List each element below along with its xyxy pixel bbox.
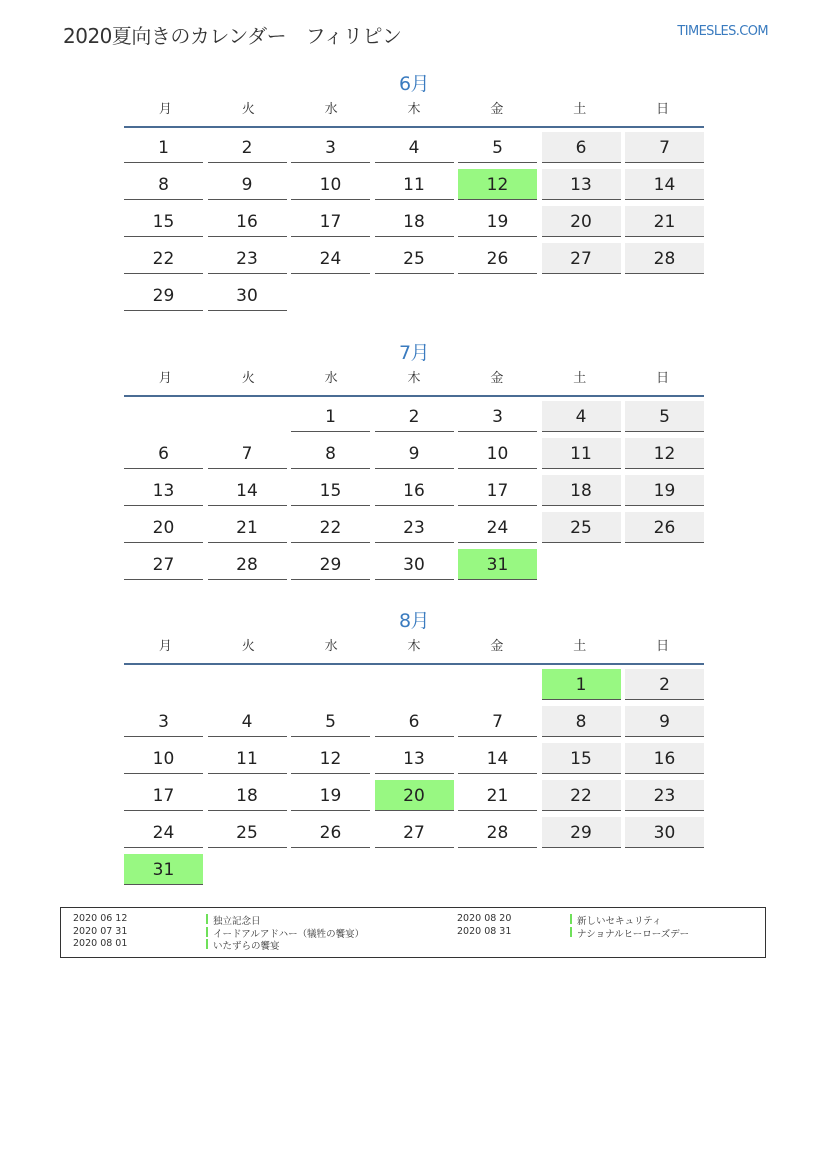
- legend-holiday-name: 新しいセキュリティ: [577, 916, 662, 927]
- day-cell: 1: [291, 401, 370, 432]
- day-cell: 29: [542, 817, 621, 848]
- day-cell: 20: [124, 512, 203, 543]
- day-cell: 12: [291, 743, 370, 774]
- day-cell: 2: [208, 132, 287, 163]
- day-cell: 13: [375, 743, 454, 774]
- day-cell: 30: [375, 549, 454, 580]
- empty-cell: [458, 669, 537, 699]
- empty-cell: [291, 669, 370, 699]
- weekday-label: 水: [324, 639, 338, 654]
- day-cell: 6: [375, 706, 454, 737]
- empty-cell: [124, 401, 203, 431]
- day-cell: 13: [542, 169, 621, 200]
- day-cell: 16: [208, 206, 287, 237]
- weekday-label: 日: [656, 639, 670, 654]
- weekday-label: 土: [573, 102, 587, 117]
- day-cell: 17: [291, 206, 370, 237]
- legend-holiday-name: 独立記念日: [213, 916, 261, 927]
- day-cell: 7: [625, 132, 704, 163]
- day-cell: 23: [375, 512, 454, 543]
- day-cell: 5: [458, 132, 537, 163]
- day-cell: 3: [291, 132, 370, 163]
- day-cell: 17: [458, 475, 537, 506]
- legend-holiday-marker: [206, 914, 208, 924]
- day-cell: 26: [458, 243, 537, 274]
- day-cell: 7: [208, 438, 287, 469]
- legend-holiday-name: イードアルアドハー（犠牲の饗宴）: [213, 928, 365, 940]
- day-cell: 11: [375, 169, 454, 200]
- weekday-label: 木: [407, 102, 421, 117]
- day-cell: 25: [542, 512, 621, 543]
- day-cell: 21: [625, 206, 704, 237]
- weekday-label: 月: [158, 371, 172, 386]
- month-block: [124, 607, 704, 891]
- day-cell: 23: [208, 243, 287, 274]
- weekday-label: 火: [241, 639, 255, 654]
- day-cell: 16: [625, 743, 704, 774]
- day-cell: 20: [542, 206, 621, 237]
- day-cell: 14: [458, 743, 537, 774]
- day-cell: 5: [291, 706, 370, 737]
- weekday-label: 月: [158, 102, 172, 117]
- day-cell: 21: [208, 512, 287, 543]
- day-cell: 27: [375, 817, 454, 848]
- holiday-day-cell: 12: [458, 169, 537, 200]
- day-cell: 10: [291, 169, 370, 200]
- legend-date: 2020 07 31: [73, 925, 128, 937]
- weekday-label: 火: [241, 371, 255, 386]
- month-name: 8月: [398, 610, 430, 632]
- weekday-label: 土: [573, 639, 587, 654]
- day-cell: 23: [625, 780, 704, 811]
- day-cell: 9: [208, 169, 287, 200]
- holiday-day-cell: 20: [375, 780, 454, 811]
- weekday-label: 金: [490, 371, 504, 386]
- day-cell: 7: [458, 706, 537, 737]
- weekday-header: [124, 99, 704, 124]
- day-cell: 25: [208, 817, 287, 848]
- weekday-label: 土: [573, 371, 587, 386]
- day-cell: 27: [542, 243, 621, 274]
- day-cell: 24: [291, 243, 370, 274]
- day-cell: 2: [625, 669, 704, 700]
- page-title: 2020夏向きのカレンダー フィリピン: [63, 24, 402, 48]
- site-link[interactable]: TIMESLES.COM: [677, 24, 768, 39]
- day-cell: 8: [124, 169, 203, 200]
- legend-holiday-marker: [206, 939, 208, 949]
- day-cell: 17: [124, 780, 203, 811]
- day-cell: 29: [124, 280, 203, 311]
- day-cell: 28: [208, 549, 287, 580]
- legend-date: 2020 08 01: [73, 938, 128, 949]
- day-cell: 22: [542, 780, 621, 811]
- weekday-label: 水: [324, 102, 338, 117]
- day-cell: 2: [375, 401, 454, 432]
- weekday-header: [124, 368, 704, 393]
- legend-date: 2020 08 31: [457, 925, 512, 937]
- legend-holiday-marker: [570, 914, 572, 924]
- day-cell: 9: [375, 438, 454, 469]
- day-cell: 28: [625, 243, 704, 274]
- day-grid: [124, 132, 704, 317]
- day-cell: 6: [542, 132, 621, 163]
- day-cell: 4: [375, 132, 454, 163]
- day-cell: 19: [625, 475, 704, 506]
- day-cell: 8: [542, 706, 621, 737]
- day-cell: 3: [124, 706, 203, 737]
- day-cell: 5: [625, 401, 704, 432]
- month-name: 7月: [398, 342, 430, 364]
- legend-holiday-marker: [570, 927, 572, 937]
- month-block: [124, 339, 704, 586]
- day-cell: 19: [458, 206, 537, 237]
- weekday-header: [124, 636, 704, 661]
- day-cell: 30: [625, 817, 704, 848]
- day-cell: 26: [625, 512, 704, 543]
- legend-date: 2020 08 20: [457, 913, 512, 924]
- day-cell: 26: [291, 817, 370, 848]
- day-cell: 8: [291, 438, 370, 469]
- day-cell: 28: [458, 817, 537, 848]
- empty-cell: [124, 669, 203, 699]
- day-cell: 11: [208, 743, 287, 774]
- weekday-label: 木: [407, 639, 421, 654]
- weekday-label: 日: [656, 371, 670, 386]
- empty-cell: [208, 669, 287, 699]
- legend-holiday-name: ナショナルヒーローズデー: [577, 928, 690, 940]
- day-cell: 22: [291, 512, 370, 543]
- day-cell: 4: [208, 706, 287, 737]
- day-cell: 29: [291, 549, 370, 580]
- weekday-label: 金: [490, 639, 504, 654]
- weekday-label: 水: [324, 371, 338, 386]
- day-cell: 24: [458, 512, 537, 543]
- day-cell: 21: [458, 780, 537, 811]
- day-cell: 12: [625, 438, 704, 469]
- holiday-day-cell: 31: [458, 549, 537, 580]
- holiday-legend: [60, 907, 766, 958]
- day-cell: 13: [124, 475, 203, 506]
- month-block: [124, 70, 704, 317]
- month-name: 6月: [398, 73, 430, 95]
- day-cell: 9: [625, 706, 704, 737]
- day-cell: 14: [208, 475, 287, 506]
- legend-holiday-name: いたずらの饗宴: [213, 941, 280, 952]
- legend-holiday-marker: [206, 927, 208, 937]
- day-cell: 10: [458, 438, 537, 469]
- day-cell: 18: [208, 780, 287, 811]
- day-cell: 14: [625, 169, 704, 200]
- day-cell: 18: [375, 206, 454, 237]
- weekday-label: 火: [241, 102, 255, 117]
- holiday-day-cell: 31: [124, 854, 203, 885]
- empty-cell: [208, 401, 287, 431]
- day-cell: 27: [124, 549, 203, 580]
- header-divider: [124, 663, 704, 665]
- header-divider: [124, 395, 704, 397]
- day-grid: [124, 669, 704, 891]
- day-cell: 30: [208, 280, 287, 311]
- day-cell: 15: [124, 206, 203, 237]
- weekday-label: 月: [158, 639, 172, 654]
- day-cell: 19: [291, 780, 370, 811]
- day-cell: 22: [124, 243, 203, 274]
- holiday-day-cell: 1: [542, 669, 621, 700]
- day-grid: [124, 401, 704, 586]
- day-cell: 4: [542, 401, 621, 432]
- day-cell: 25: [375, 243, 454, 274]
- day-cell: 1: [124, 132, 203, 163]
- day-cell: 6: [124, 438, 203, 469]
- day-cell: 11: [542, 438, 621, 469]
- weekday-label: 木: [407, 371, 421, 386]
- empty-cell: [375, 669, 454, 699]
- weekday-label: 日: [656, 102, 670, 117]
- legend-date: 2020 06 12: [73, 913, 128, 924]
- day-cell: 18: [542, 475, 621, 506]
- day-cell: 16: [375, 475, 454, 506]
- day-cell: 15: [291, 475, 370, 506]
- weekday-label: 金: [490, 102, 504, 117]
- day-cell: 10: [124, 743, 203, 774]
- header-divider: [124, 126, 704, 128]
- day-cell: 15: [542, 743, 621, 774]
- day-cell: 3: [458, 401, 537, 432]
- day-cell: 24: [124, 817, 203, 848]
